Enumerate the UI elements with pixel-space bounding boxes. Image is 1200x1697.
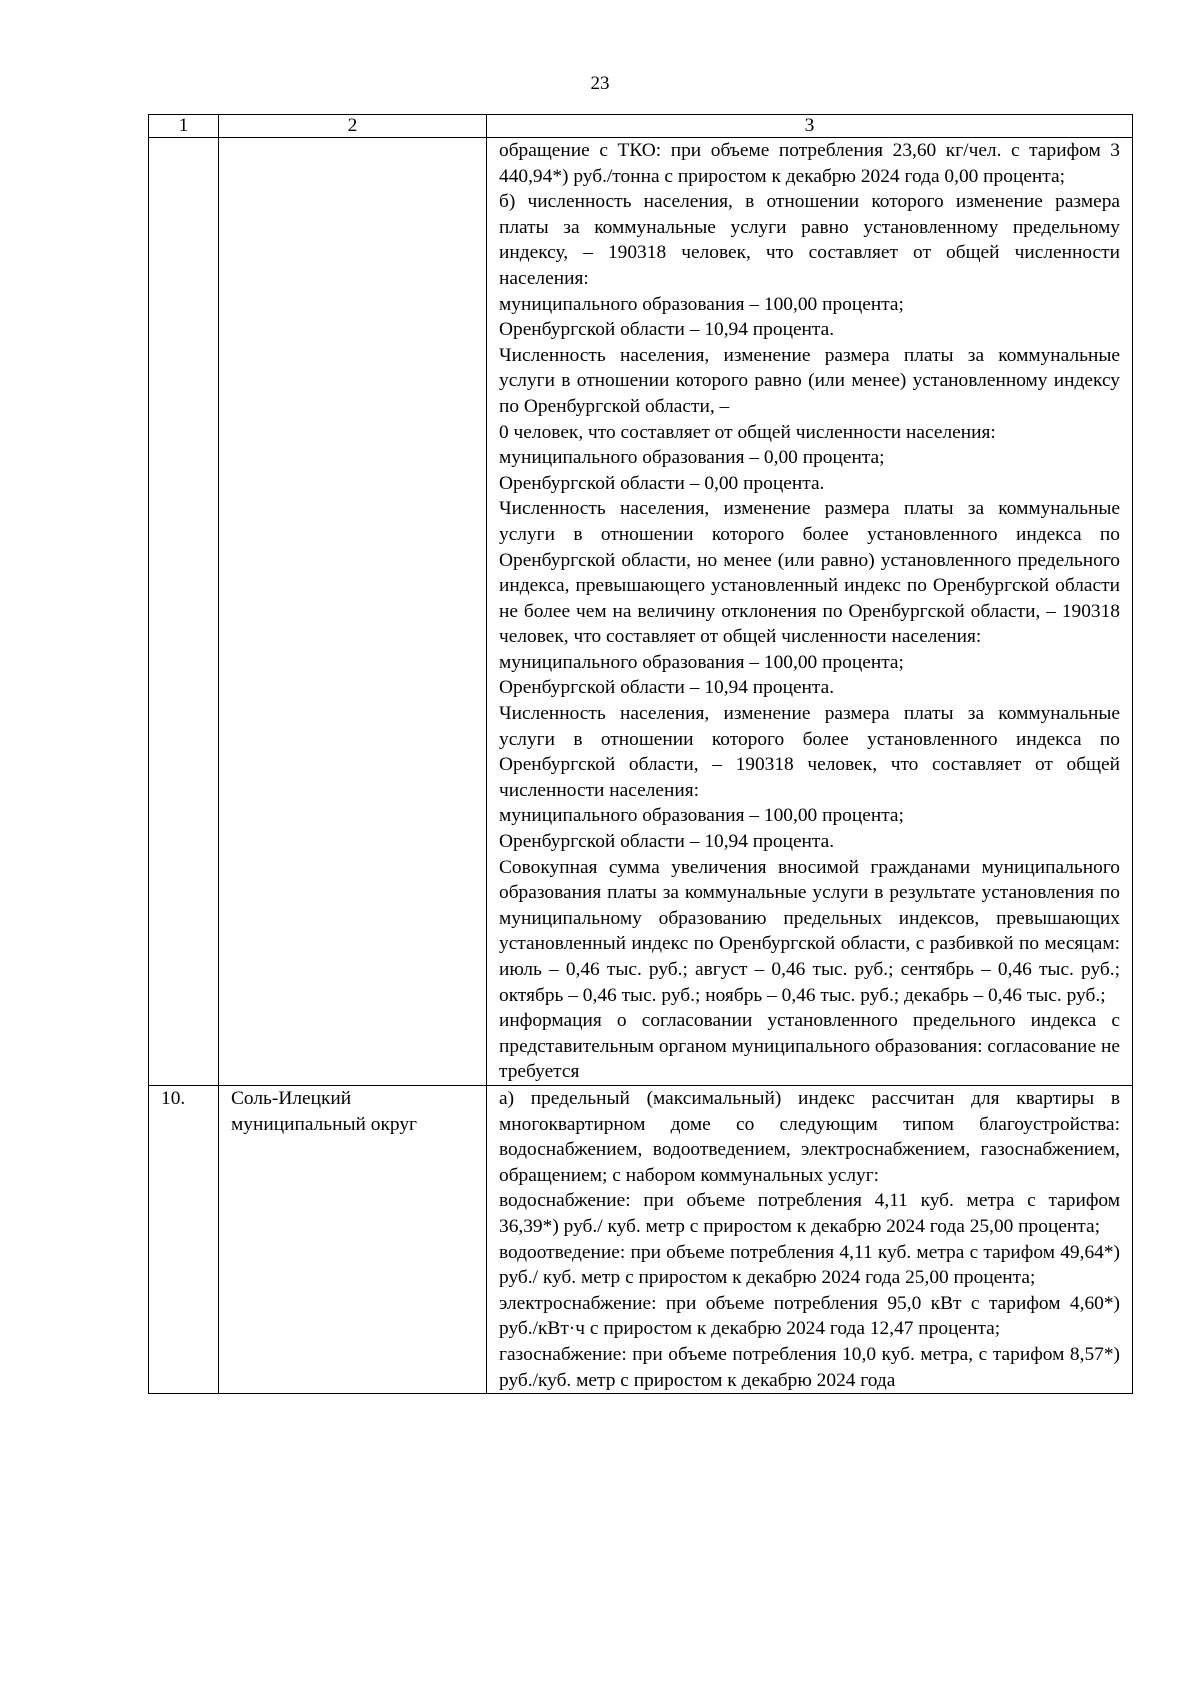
table-row: [149, 138, 1133, 1086]
paragraph: газоснабжение: при объеме потребления 10,0 куб. метра, с тарифом 8,57*) руб./куб. метр с приростом к декабрю 2024 года: [499, 1343, 1120, 1391]
row-municipality: Соль-Илецкий муниципальный округ: [219, 1085, 487, 1393]
row-number: [149, 138, 219, 1086]
row-description: [487, 1085, 1133, 1393]
paragraph: а) предельный (максимальный) индекс рассчитан для квартиры в многоквартирном доме со следующим типом благоустройства: водоснабжением, водоотведением, электроснабжением, газоснабжением, обращением; с набором коммунальных услуг:: [499, 1087, 1120, 1186]
paragraph: муниципального образования – 100,00 процента;: [499, 805, 904, 827]
paragraph: б) численность населения, в отношении которого изменение размера платы за коммунальные услуги равно установленному предельному индексу, – 190318 человек, что составляет от общей численности населения:: [499, 191, 1120, 289]
paragraph: Оренбургской области – 10,94 процента.: [499, 677, 835, 699]
paragraph: Оренбургской области – 10,94 процента.: [499, 319, 835, 341]
paragraph: Оренбургской области – 10,94 процента.: [499, 831, 835, 853]
row-number: 10.: [149, 1085, 219, 1393]
paragraph: муниципального образования – 100,00 процента;: [499, 651, 904, 673]
paragraph: информация о согласовании установленного предельного индекса с представительным органом муниципального образования: согласование не требуется: [499, 1010, 1120, 1083]
paragraph: муниципального образования – 0,00 процента;: [499, 447, 885, 469]
paragraph: Совокупная сумма увеличения вносимой гражданами муниципального образования платы за коммунальные услуги в результате установления по муниципальному образованию предельных индексов, превышающих установленный индекс по Оренбургской области, с разбивкой по месяцам: июль – 0,46 тыс. руб.; август – 0,46 тыс. руб.; сентябрь – 0,46 тыс. руб.; октябрь – 0,46 тыс. руб.; ноябрь – 0,46 тыс. руб.; декабрь – 0,46 тыс. руб.;: [499, 856, 1120, 1006]
row-description: [487, 138, 1133, 1086]
paragraph: обращение с ТКО: при объеме потребления 23,60 кг/чел. с тарифом 3 440,94*) руб./тонна с приростом к декабрю 2024 года 0,00 процента;: [499, 140, 1120, 187]
paragraph: Численность населения, изменение размера платы за коммунальные услуги в отношении которого равно (или менее) установленному индексу по Оренбургской области, –: [499, 344, 1120, 417]
paragraph: Оренбургской области – 0,00 процента.: [499, 472, 825, 494]
paragraph: водоотведение: при объеме потребления 4,11 куб. метра с тарифом 49,64*) руб./ куб. метр с приростом к декабрю 2024 года 25,00 процента;: [499, 1241, 1120, 1289]
header-col-3: 3: [487, 115, 1133, 138]
header-col-1: 1: [149, 115, 219, 138]
header-col-2: 2: [219, 115, 487, 138]
paragraph: 0 человек, что составляет от общей численности населения:: [499, 421, 996, 443]
table-row: [149, 1085, 1133, 1393]
table-header-row: [149, 115, 1133, 138]
page-number: 23: [590, 73, 610, 94]
row-municipality: [219, 138, 487, 1086]
paragraph: электроснабжение: при объеме потребления 95,0 кВт с тарифом 4,60*) руб./кВт·ч с приростом к декабрю 2024 года 12,47 процента;: [499, 1292, 1120, 1340]
paragraph: Численность населения, изменение размера платы за коммунальные услуги в отношении которого более установленного индекса по Оренбургской области, но менее (или равно) установленного предельного индекса, превышающего установленный индекс по Оренбургской области не более чем на величину отклонения по Оренбургской области, – 190318 человек, что составляет от общей численности населения:: [499, 498, 1120, 648]
document-table: [148, 114, 1133, 1394]
paragraph: водоснабжение: при объеме потребления 4,11 куб. метра с тарифом 36,39*) руб./ куб. метр с приростом к декабрю 2024 года 25,00 процента;: [499, 1190, 1120, 1237]
paragraph: муниципального образования – 100,00 процента;: [499, 293, 904, 315]
paragraph: Численность населения, изменение размера платы за коммунальные услуги в отношении которого более установленного индекса по Оренбургской области, – 190318 человек, что составляет от общей численности населения:: [499, 703, 1120, 801]
